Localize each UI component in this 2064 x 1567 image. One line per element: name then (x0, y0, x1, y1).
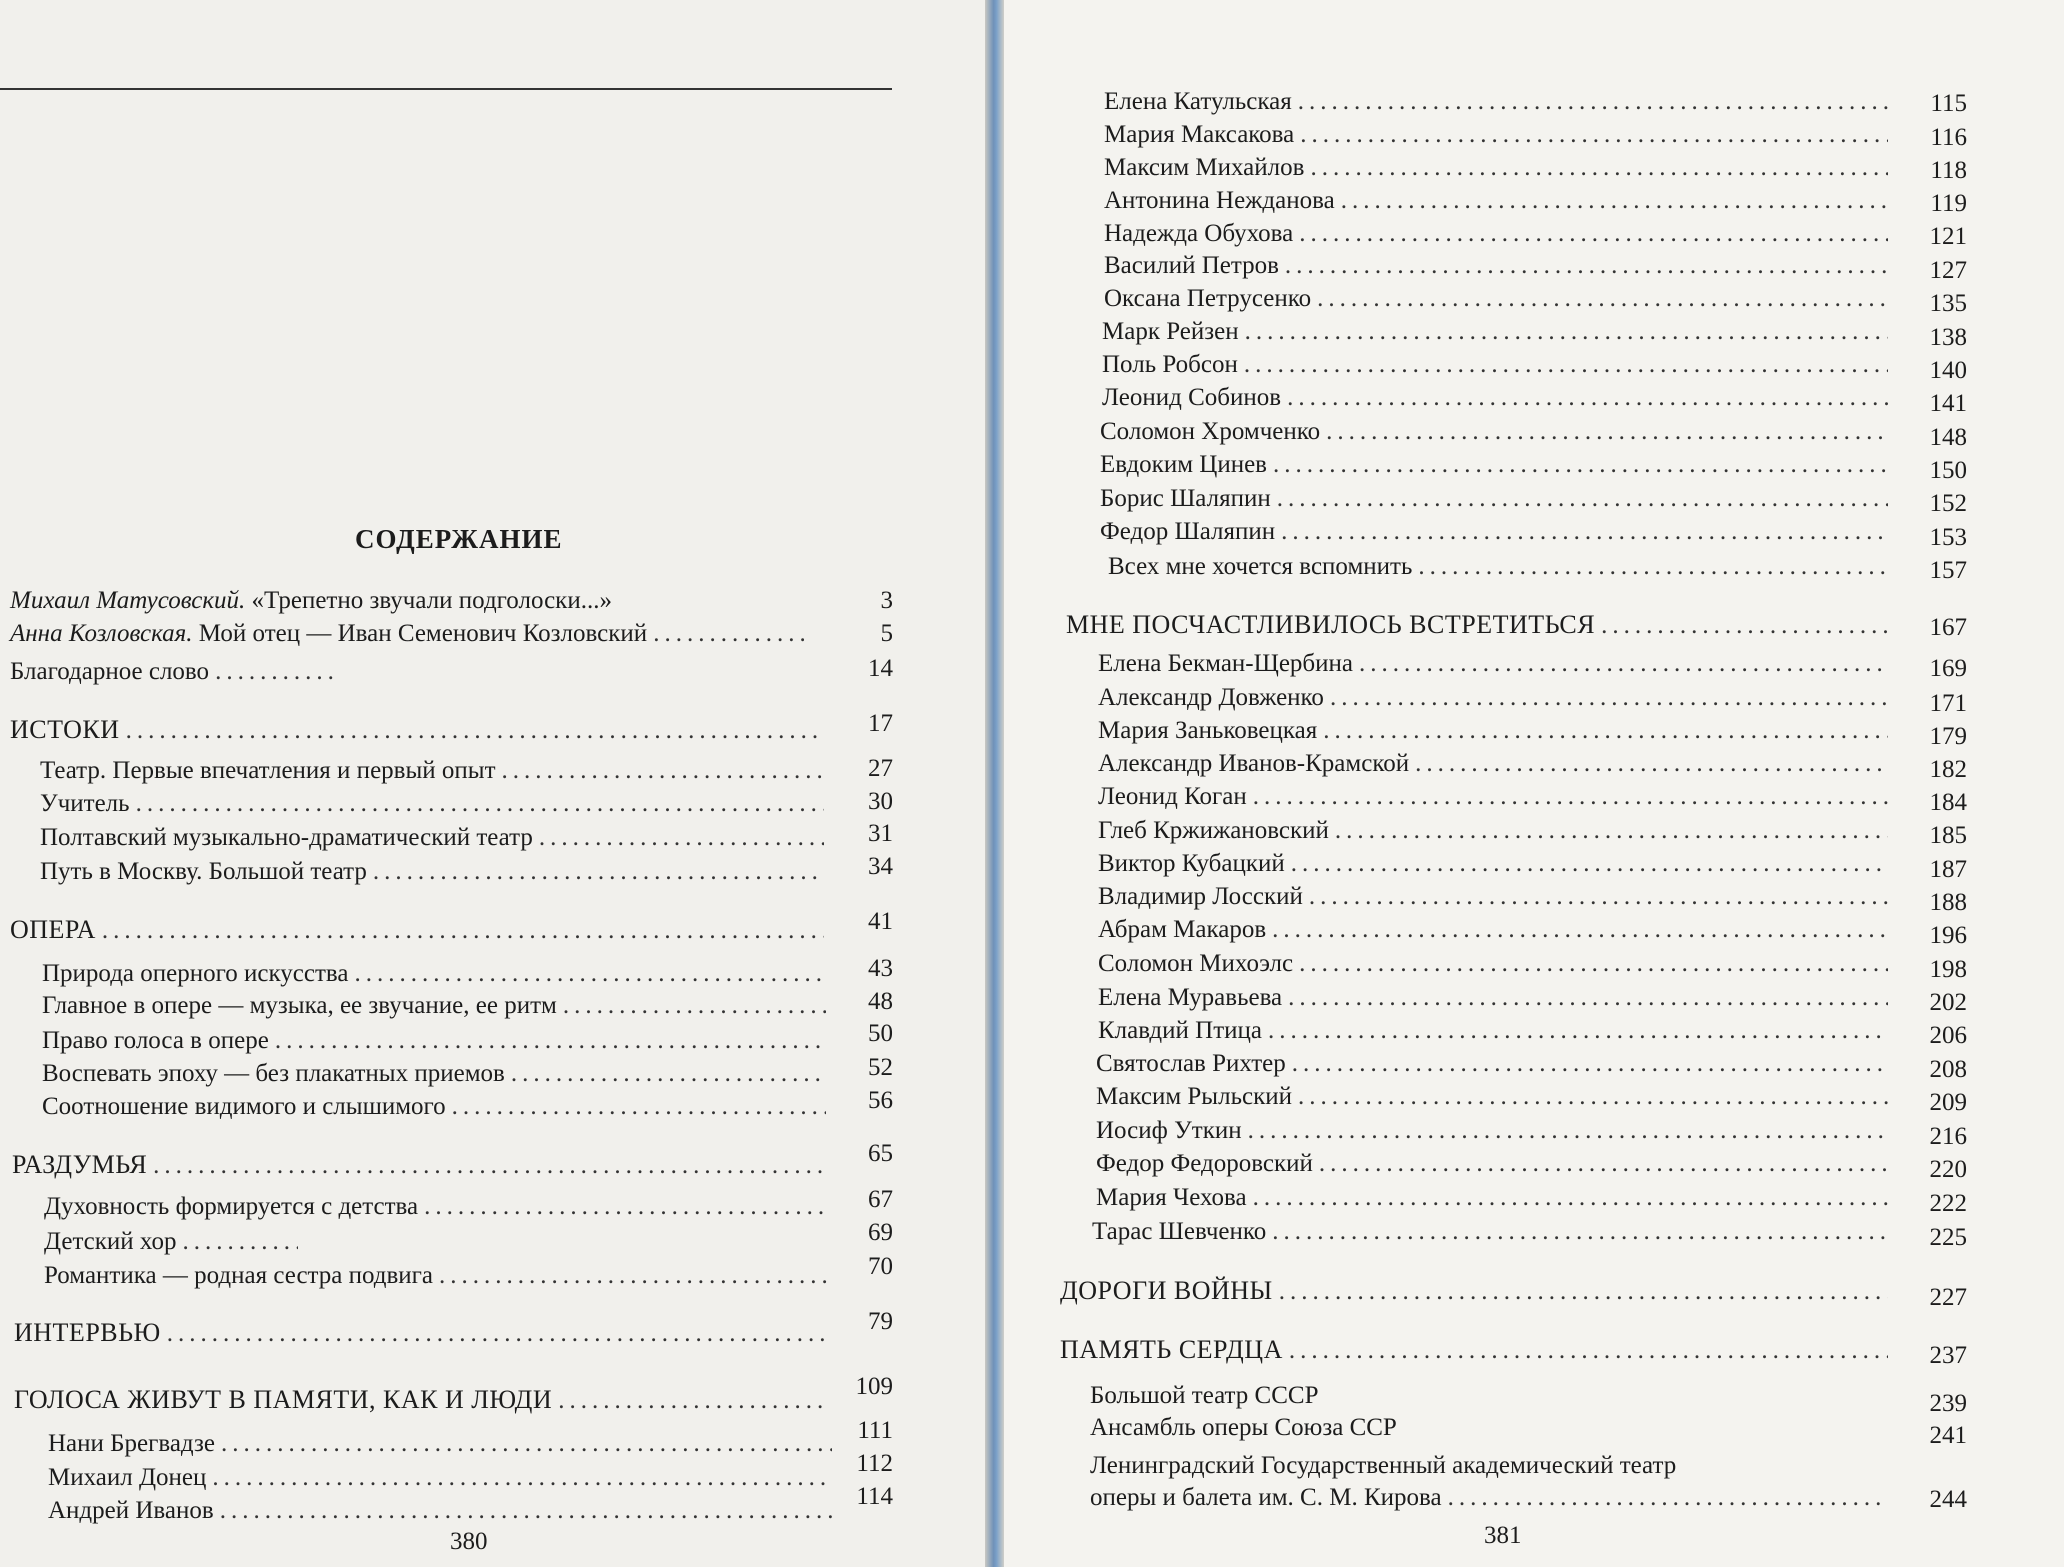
toc-title: Святослав Рихтер (1096, 1050, 1286, 1077)
toc-title: МНЕ ПОСЧАСТЛИВИЛОСЬ ВСТРЕТИТЬСЯ (1066, 610, 1596, 639)
toc-title: Клавдий Птица (1098, 1017, 1262, 1044)
left-page (0, 0, 985, 1567)
toc-title: Надежда Обухова (1104, 220, 1294, 247)
toc-title: Главное в опере — музыка, ее звучание, ее ритм (42, 992, 557, 1019)
toc-title: Большой театр СССР (1090, 1382, 1319, 1409)
toc-page-number: 67 (868, 1186, 893, 1213)
toc-entry (1104, 121, 1894, 149)
toc-page-number: 52 (868, 1054, 893, 1081)
toc-title: Андрей Иванов (48, 1497, 214, 1524)
toc-page-number: 56 (868, 1087, 893, 1114)
toc-entry (44, 1193, 834, 1221)
toc-page-number: 111 (857, 1417, 893, 1444)
toc-entry (10, 620, 810, 648)
toc-entry (42, 1093, 832, 1121)
page-number-folio: 381 (1484, 1522, 1522, 1549)
toc-title: Елена Бекман-Щербина (1098, 650, 1354, 677)
toc-title: Александр Иванов-Крамской (1098, 750, 1410, 777)
toc-title: Ансамбль оперы Союза ССР (1090, 1414, 1397, 1441)
toc-entry (1098, 750, 1894, 778)
toc-entry (1104, 154, 1894, 182)
toc-title: Природа оперного искусства (42, 960, 349, 987)
toc-page-number: 239 (1929, 1390, 1967, 1417)
toc-title: Леонид Собинов (1102, 384, 1282, 411)
toc-title: ИСТОКИ (10, 715, 120, 744)
toc-section (12, 1150, 832, 1180)
toc-section (1060, 1276, 1894, 1306)
toc-title: Нани Брегвадзе (48, 1430, 215, 1457)
toc-page-number: 225 (1929, 1224, 1967, 1251)
toc-title: РАЗДУМЬЯ (12, 1150, 148, 1179)
toc-entry (40, 858, 830, 886)
toc-title: оперы и балета им. С. М. Кирова (1090, 1484, 1442, 1511)
toc-page-number: 202 (1929, 989, 1967, 1016)
toc-title: Евдоким Цинев (1100, 451, 1267, 478)
toc-page-number: 244 (1929, 1486, 1967, 1513)
toc-page-number: 196 (1929, 922, 1967, 949)
toc-entry (1102, 384, 1894, 412)
toc-entry (1090, 1484, 1894, 1512)
toc-title: Глеб Кржижановский (1098, 817, 1329, 844)
toc-page-number: 182 (1929, 756, 1967, 783)
toc-page-number: 237 (1929, 1342, 1967, 1369)
toc-entry (1098, 916, 1894, 944)
toc-title: Елена Катульская (1104, 88, 1292, 115)
toc-title: Федор Шаляпин (1100, 518, 1276, 545)
toc-title: Елена Муравьева (1098, 984, 1283, 1011)
toc-title: Борис Шаляпин (1100, 485, 1271, 512)
toc-page-number: 30 (868, 788, 893, 815)
toc-page-number: 109 (855, 1373, 893, 1400)
book-spine (985, 0, 1004, 1567)
toc-entry (1100, 518, 1894, 546)
toc-page-number: 3 (880, 587, 893, 614)
toc-title: Соотношение видимого и слышимого (42, 1093, 446, 1120)
toc-page-number: 112 (856, 1450, 893, 1477)
toc-title: Театр. Первые впечатления и первый опыт (40, 757, 496, 784)
toc-title: Леонид Коган (1098, 783, 1247, 810)
toc-entry (1096, 1050, 1894, 1078)
toc-entry (1102, 351, 1894, 379)
toc-title: Михаил Матусовский. «Трепетно звучали подголоски...» (10, 587, 612, 614)
toc-entry (10, 658, 340, 686)
toc-section (14, 1385, 834, 1415)
toc-title: Духовность формируется с детства (44, 1193, 419, 1220)
toc-entry (10, 587, 800, 615)
toc-entry (42, 992, 832, 1020)
toc-title: ДОРОГИ ВОЙНЫ (1060, 1276, 1273, 1305)
toc-page-number: 50 (868, 1020, 893, 1047)
toc-page-number: 5 (880, 620, 893, 647)
toc-section (10, 715, 830, 745)
toc-title: Полтавский музыкально-драматический театр (40, 824, 533, 851)
toc-page-number: 179 (1929, 723, 1967, 750)
toc-title: Ленинградский Государственный академический театр (1090, 1452, 1677, 1479)
toc-title: ПАМЯТЬ СЕРДЦА (1060, 1335, 1283, 1364)
toc-entry (42, 1027, 832, 1055)
toc-page-number: 209 (1929, 1089, 1967, 1116)
top-rule (0, 88, 892, 90)
toc-entry (1098, 817, 1894, 845)
toc-page-number: 222 (1929, 1190, 1967, 1217)
toc-page-number: 43 (868, 955, 893, 982)
toc-page-number: 114 (856, 1483, 893, 1510)
toc-page-number: 185 (1929, 822, 1967, 849)
toc-page-number: 31 (868, 820, 893, 847)
toc-page-number: 135 (1929, 290, 1967, 317)
toc-page-number: 121 (1929, 223, 1967, 250)
page-number-folio: 380 (450, 1528, 488, 1555)
toc-entry (1098, 950, 1894, 978)
toc-page-number: 140 (1929, 357, 1967, 384)
contents-heading: СОДЕРЖАНИЕ (355, 524, 563, 554)
toc-page-number: 138 (1929, 324, 1967, 351)
toc-entry (44, 1262, 834, 1290)
toc-title: Оксана Петрусенко (1104, 285, 1312, 312)
toc-page-number: 220 (1929, 1156, 1967, 1183)
toc-entry (1100, 451, 1894, 479)
toc-title: Учитель (40, 790, 130, 817)
toc-entry (1098, 883, 1894, 911)
toc-entry (1102, 318, 1894, 346)
toc-page-number: 70 (868, 1253, 893, 1280)
toc-page-number: 241 (1929, 1422, 1967, 1449)
toc-entry (1108, 553, 1894, 581)
toc-entry (1098, 984, 1894, 1012)
toc-entry (1096, 1184, 1894, 1212)
toc-entry (1104, 88, 1894, 116)
toc-entry (1104, 187, 1894, 215)
toc-page-number: 14 (868, 655, 893, 682)
toc-page-number: 167 (1929, 614, 1967, 641)
toc-entry (1100, 418, 1894, 446)
toc-page-number: 169 (1929, 655, 1967, 682)
toc-entry (40, 824, 830, 852)
toc-entry (44, 1228, 304, 1256)
toc-page-number: 119 (1930, 190, 1967, 217)
toc-title: ГОЛОСА ЖИВУТ В ПАМЯТИ, КАК И ЛЮДИ (14, 1385, 553, 1414)
toc-title: Михаил Донец (48, 1464, 207, 1491)
toc-entry (40, 757, 830, 785)
toc-title: Максим Михайлов (1104, 154, 1305, 181)
toc-entry (1104, 220, 1894, 248)
toc-title: Владимир Лосский (1098, 883, 1303, 910)
toc-entry (1104, 252, 1894, 280)
toc-section (10, 915, 830, 945)
toc-page-number: 150 (1929, 457, 1967, 484)
toc-entry (1098, 650, 1894, 678)
toc-page-number: 65 (868, 1140, 893, 1167)
toc-page-number: 116 (1930, 124, 1967, 151)
toc-entry (1090, 1452, 1894, 1480)
toc-title: Мария Максакова (1104, 121, 1295, 148)
toc-title: Абрам Макаров (1098, 916, 1267, 943)
toc-title: Антонина Нежданова (1104, 187, 1335, 214)
toc-title: Соломон Хромченко (1100, 418, 1321, 445)
toc-page-number: 198 (1929, 956, 1967, 983)
toc-page-number: 184 (1929, 789, 1967, 816)
toc-page-number: 27 (868, 755, 893, 782)
toc-page-number: 41 (868, 908, 893, 935)
toc-page-number: 118 (1930, 157, 1967, 184)
toc-page-number: 148 (1929, 424, 1967, 451)
toc-page-number: 48 (868, 988, 893, 1015)
toc-entry (1092, 1218, 1894, 1246)
toc-title: Федор Федоровский (1096, 1150, 1313, 1177)
toc-title: Детский хор (44, 1228, 177, 1255)
toc-section (1060, 1335, 1894, 1365)
toc-entry (1098, 717, 1894, 745)
toc-entry (40, 790, 830, 818)
toc-entry (1098, 783, 1894, 811)
toc-title: Воспевать эпоху — без плакатных приемов (42, 1060, 505, 1087)
toc-section (1066, 610, 1894, 640)
toc-title: Виктор Кубацкий (1098, 850, 1285, 877)
toc-title: Мария Заньковецкая (1098, 717, 1318, 744)
toc-title: Романтика — родная сестра подвига (44, 1262, 434, 1289)
toc-page-number: 227 (1929, 1284, 1967, 1311)
toc-page-number: 188 (1929, 889, 1967, 916)
toc-title: ОПЕРА (10, 915, 96, 944)
toc-page-number: 152 (1929, 490, 1967, 517)
toc-entry (48, 1464, 838, 1492)
toc-title: Анна Козловская. Мой отец — Иван Семенович Козловский (10, 620, 648, 647)
toc-page-number: 69 (868, 1219, 893, 1246)
toc-section (14, 1318, 834, 1348)
toc-page-number: 141 (1929, 390, 1967, 417)
toc-page-number: 127 (1929, 257, 1967, 284)
toc-title: Александр Довженко (1098, 684, 1324, 711)
toc-entry (1098, 1017, 1894, 1045)
toc-entry (1096, 1117, 1894, 1145)
toc-page-number: 79 (868, 1308, 893, 1335)
right-page (1004, 0, 2064, 1567)
toc-page-number: 157 (1929, 557, 1967, 584)
toc-page-number: 216 (1929, 1123, 1967, 1150)
toc-entry (1104, 285, 1894, 313)
toc-page-number: 208 (1929, 1056, 1967, 1083)
toc-page-number: 17 (868, 710, 893, 737)
toc-entry (42, 960, 832, 988)
toc-entry (1090, 1414, 1894, 1442)
toc-title: Иосиф Уткин (1096, 1117, 1242, 1144)
toc-entry (1098, 684, 1894, 712)
toc-title: Марк Рейзен (1102, 318, 1239, 345)
toc-entry (1096, 1150, 1894, 1178)
toc-title: Путь в Москву. Большой театр (40, 858, 367, 885)
toc-entry (42, 1060, 832, 1088)
toc-entry (1098, 850, 1894, 878)
toc-page-number: 153 (1929, 524, 1967, 551)
toc-entry (1096, 1083, 1894, 1111)
toc-page-number: 187 (1929, 856, 1967, 883)
toc-title: Право голоса в опере (42, 1027, 269, 1054)
toc-title: Благодарное слово (10, 658, 210, 685)
toc-title: Мария Чехова (1096, 1184, 1247, 1211)
toc-title: Василий Петров (1104, 252, 1279, 279)
toc-entry (1100, 485, 1894, 513)
toc-title: Поль Робсон (1102, 351, 1238, 378)
toc-entry (1090, 1382, 1894, 1410)
toc-entry (48, 1497, 838, 1525)
toc-page-number: 34 (868, 853, 893, 880)
toc-title: Соломон Михоэлс (1098, 950, 1294, 977)
toc-title: Всех мне хочется вспомнить (1108, 553, 1413, 580)
toc-title: Максим Рыльский (1096, 1083, 1292, 1110)
toc-page-number: 171 (1929, 690, 1967, 717)
toc-page-number: 115 (1930, 90, 1967, 117)
toc-title: Тарас Шевченко (1092, 1218, 1267, 1245)
toc-page-number: 206 (1929, 1022, 1967, 1049)
toc-entry (48, 1430, 838, 1458)
toc-title: ИНТЕРВЬЮ (14, 1318, 161, 1347)
